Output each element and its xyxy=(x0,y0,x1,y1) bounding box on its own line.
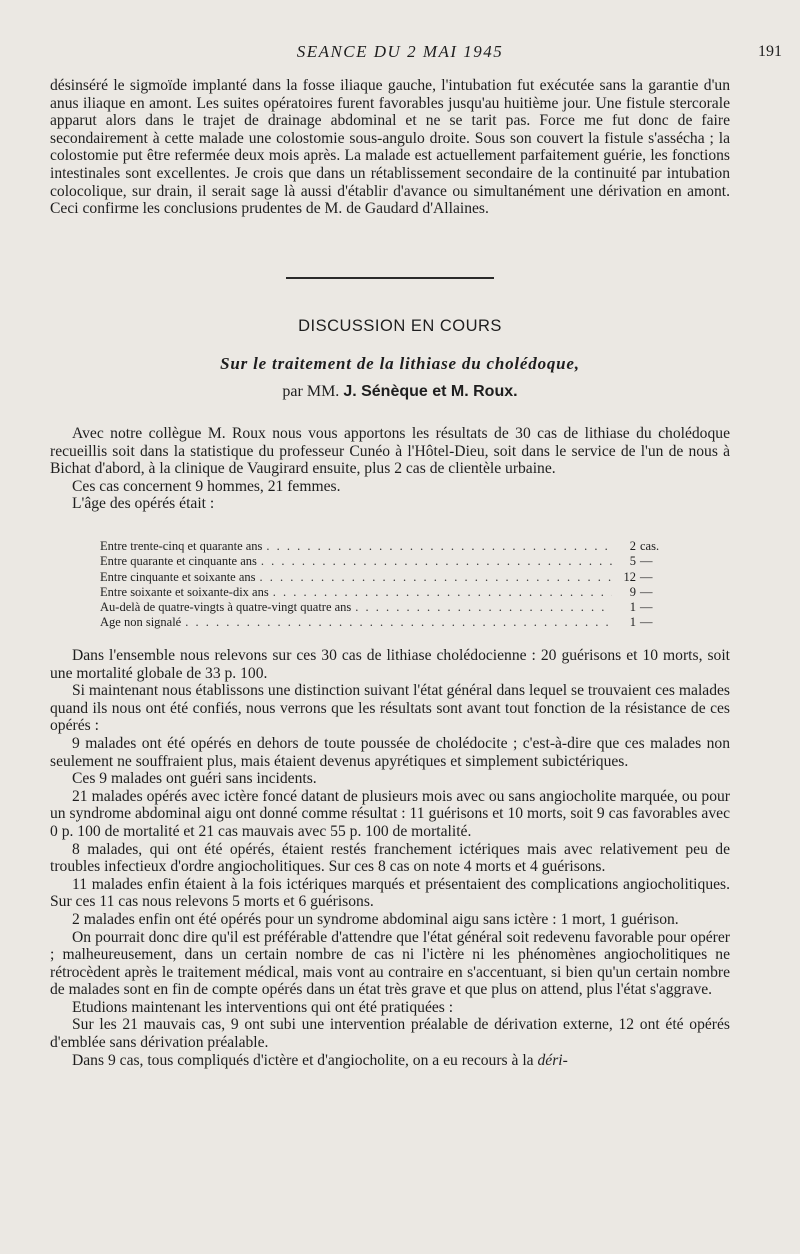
paragraph: 21 malades opérés avec ictère foncé datant de plusieurs mois avec ou sans angiocholite marquée, ou pour un syndrome abdominal aigu ont donné comme résultat : 11 guérisons et 10 morts, soit 9 cas favorables avec 0 p. 100 de mortalité et 21 cas mauvais avec 55 p. 100 de mortalité. xyxy=(50,787,730,840)
paragraph: 2 malades enfin ont été opérés pour un syndrome abdominal aigu sans ictère : 1 mort, 1 guérison. xyxy=(72,910,679,928)
age-label: Age non signalé xyxy=(100,615,182,630)
paragraph: Ces cas concernent 9 hommes, 21 femmes. xyxy=(72,477,341,495)
post-table-block xyxy=(50,647,730,1069)
age-count: 5 xyxy=(629,554,636,569)
age-unit: — xyxy=(640,600,653,615)
age-unit: — xyxy=(640,554,653,569)
paragraph: On pourrait donc dire qu'il est préférable d'attendre que l'état général soit redevenu favorable pour opérer ; malheureusement, dans un certain nombre de cas ni l'ictère ni les phénomènes angiocholitiques ne rétrocèdent après le traitement médical, mais vont au contraire en s'accentuant, si bien qu'un certain nombre de malades sont en fin de compte opérés dans un état très grave et que plus on attend, plus l'état s'aggrave. xyxy=(50,928,730,999)
paragraph: 11 malades enfin étaient à la fois ictériques marqués et présentaient des complications angiocholitiques. Sur ces 11 cas nous relevons 5 morts et 6 guérisons. xyxy=(50,875,730,911)
pre-table-block xyxy=(50,425,730,513)
dot-leader xyxy=(351,600,612,615)
intro-paragraph: désinséré le sigmoïde implanté dans la fosse iliaque gauche, l'intubation fut exécutée sans la garantie d'un anus iliaque en amont. Les suites opératoires furent favorables jusqu'au huitième jour. Une fistule stercorale apparut alors dans le trajet de drainage abdominal et ne se tarit pas. Force me fut donc de faire secondairement à cette malade une colostomie sous-angulo droite. Sous son couvert la fistule s'asséchа ; la colostomie put être refermée deux mois après. La malade est actuellement parfaitement guérie, les fonctions intestinales sont excellentes. Je crois que dans un rétablissement secondaire de la continuité par intubation colocolique, sur drain, il serait sage là aussi d'établir d'avance ou simultanément une dérivation en amont. Ceci confirme les conclusions prudentes de M. de Gaudard d'Allaines. xyxy=(50,77,730,218)
section-divider xyxy=(286,277,494,279)
age-count: 9 xyxy=(629,584,636,599)
dot-leader xyxy=(257,554,612,569)
paragraph: Ces 9 malades ont guéri sans incidents. xyxy=(72,770,317,788)
article-title: Sur le traitement de la lithiase du cholédoque, xyxy=(220,354,580,373)
age-label: Entre quarante et cinquante ans xyxy=(100,554,257,569)
age-label: Entre trente-cinq et quarante ans xyxy=(100,539,263,553)
paragraph: Sur les 21 mauvais cas, 9 ont subi une intervention préalable de dérivation externe, 12 ont été opérés d'emblée sans dérivation préalable. xyxy=(50,1016,730,1052)
age-unit: — xyxy=(640,584,653,599)
table-row xyxy=(100,554,680,569)
paragraph: Dans l'ensemble nous relevons sur ces 30 cas de lithiase cholédocienne : 20 guérisons et 10 morts, soit une mortalité globale de 33 p. 100. xyxy=(50,647,730,682)
running-title: SEANCE DU 2 MAI 1945 xyxy=(296,42,504,61)
last-line-italic: déri- xyxy=(537,1051,568,1069)
paragraph: Etudions maintenant les interventions qui ont été pratiquées : xyxy=(72,998,454,1016)
table-row xyxy=(100,539,680,554)
table-row xyxy=(100,585,680,600)
paragraph: Avec notre collègue M. Roux nous vous apportons les résultats de 30 cas de lithiase du cholédoque recueillis soit dans la statistique du professeur Cunéo à l'Hôtel-Dieu, soit dans le service de l'un de nous à Bichat d'abord, à la clinique de Vaugirard ensuite, plus 2 cas de clientèle urbaine. xyxy=(50,425,730,478)
page-header xyxy=(0,40,800,64)
byline xyxy=(0,383,800,401)
table-row xyxy=(100,615,680,630)
age-label: Entre soixante et soixante-dix ans xyxy=(100,584,269,599)
age-unit: — xyxy=(640,569,653,584)
age-label: Entre cinquante et soixante ans xyxy=(100,569,256,584)
section-heading: DISCUSSION EN COURS xyxy=(298,317,502,335)
age-unit: cas. xyxy=(640,539,660,553)
paragraph: 8 malades, qui ont été opérés, étaient restés franchement ictériques mais avec relativement peu de troubles infectieux d'ordre angiocholitiques. Sur ces 8 cas on note 4 morts et 4 guérisons. xyxy=(50,840,730,876)
age-count: 12 xyxy=(623,569,636,584)
table-row xyxy=(100,570,680,585)
dot-leader xyxy=(269,585,612,600)
age-count: 1 xyxy=(629,600,636,615)
last-line-text: Dans 9 cas, tous compliqués d'ictère et d'angiocholite, on a eu recours à la xyxy=(72,1051,534,1069)
byline-authors: J. Sénèque et M. Roux. xyxy=(343,383,518,400)
age-unit: — xyxy=(640,615,653,630)
dot-leader xyxy=(256,570,613,585)
byline-prefix: par MM. xyxy=(282,383,340,400)
dot-leader xyxy=(181,615,612,630)
paragraph: L'âge des opérés était : xyxy=(72,495,215,513)
paragraph-last xyxy=(50,1052,730,1070)
age-count: 1 xyxy=(629,615,636,630)
age-label: Au-delà de quatre-vingts à quatre-vingt quatre ans xyxy=(100,600,352,615)
page-number: 191 xyxy=(758,43,782,60)
age-count: 2 xyxy=(629,539,636,553)
dot-leader xyxy=(262,539,612,554)
paragraph: Si maintenant nous établissons une distinction suivant l'état général dans lequel se trouvaient ces malades quand ils nous ont été confiés, nous verrons que les résultats sont avant tout fonction de la résistance de ces opérés : xyxy=(50,682,730,735)
age-table xyxy=(100,539,680,631)
paragraph: 9 malades ont été opérés en dehors de toute poussée de cholédocite ; c'est-à-dire que ces malades non seulement ne souffraient plus, mais étaient devenus apyrétiques et simplement subictériques. xyxy=(50,734,730,770)
intro-block xyxy=(50,77,730,218)
table-row xyxy=(100,600,680,615)
